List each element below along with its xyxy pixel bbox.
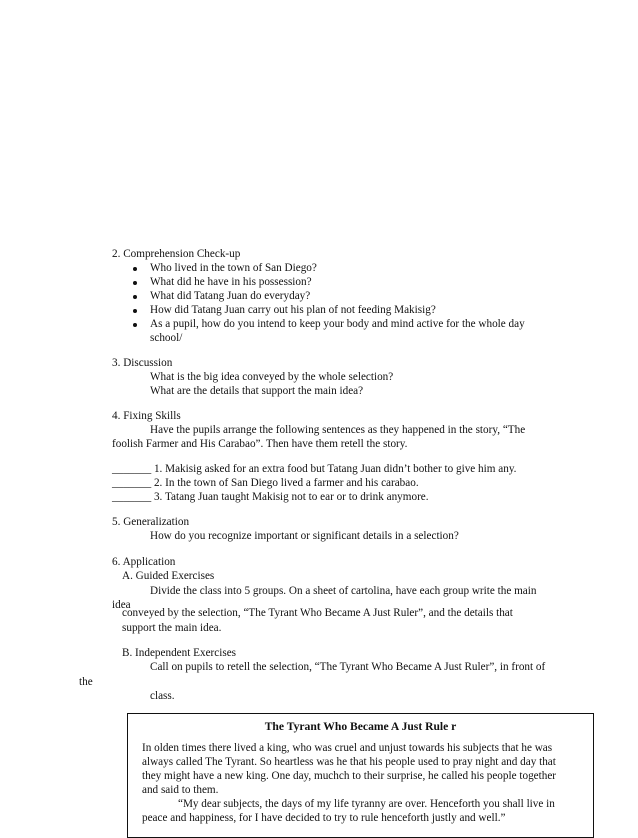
generalization-heading: 5. Generalization: [112, 516, 190, 528]
list-item: How did Tatang Juan carry out his plan of not feeding Makisig?: [150, 304, 436, 316]
story-title: The Tyrant Who Became A Just Rule r: [264, 720, 457, 733]
list-item: What did Tatang Juan do everyday?: [150, 290, 311, 302]
story-line: they might have a new king. One day, muchch to their surprise, he called his people together: [142, 770, 557, 782]
guided-exercises-line: Divide the class into 5 groups. On a sheet of cartolina, have each group write the main: [150, 585, 537, 597]
generalization-line: How do you recognize important or significant details in a selection?: [150, 530, 459, 542]
bullet-icon: [133, 295, 137, 299]
guided-exercises-line: idea: [112, 599, 131, 611]
comprehension-heading: 2. Comprehension Check-up: [112, 248, 241, 260]
bullet-icon: [133, 323, 137, 327]
independent-exercises-line: Call on pupils to retell the selection, “The Tyrant Who Became A Just Ruler”, in front of: [150, 661, 546, 673]
fixing-skills-heading: 4. Fixing Skills: [112, 410, 181, 422]
story-line: peace and happiness, for I have decided to try to rule henceforth justly and well.”: [142, 812, 506, 824]
independent-exercises-heading: B. Independent Exercises: [122, 647, 237, 659]
story-box: [127, 713, 594, 838]
list-item: Who lived in the town of San Diego?: [150, 262, 317, 274]
application-heading: 6. Application: [112, 556, 176, 568]
list-item-continuation: school/: [150, 332, 183, 344]
guided-exercises-line: conveyed by the selection, “The Tyrant Who Became A Just Ruler”, and the details that: [122, 607, 513, 619]
guided-exercises-line: support the main idea.: [122, 622, 222, 634]
discussion-line: What are the details that support the main idea?: [150, 385, 364, 397]
sequence-item: _______ 1. Makisig asked for an extra food but Tatang Juan didn’t bother to give him any.: [112, 463, 517, 475]
bullet-icon: [133, 267, 137, 271]
guided-exercises-heading: A. Guided Exercises: [122, 570, 215, 582]
story-line: and said to them.: [142, 784, 219, 796]
bullet-icon: [133, 309, 137, 313]
discussion-heading: 3. Discussion: [112, 357, 173, 369]
independent-exercises-line: the: [79, 676, 93, 688]
story-line: “My dear subjects, the days of my life tyranny are over. Henceforth you shall live in: [178, 798, 555, 810]
story-line: In olden times there lived a king, who was cruel and unjust towards his subjects that he was: [142, 742, 553, 754]
story-line: always called The Tyrant. So heartless was he that his people used to pray night and day that: [142, 756, 556, 768]
bullet-icon: [133, 281, 137, 285]
list-item: As a pupil, how do you intend to keep your body and mind active for the whole day: [150, 318, 525, 330]
sequence-item: _______ 2. In the town of San Diego lived a farmer and his carabao.: [112, 477, 419, 489]
fixing-skills-line: foolish Farmer and His Carabao”. Then have them retell the story.: [112, 438, 408, 450]
fixing-skills-line: Have the pupils arrange the following sentences as they happened in the story, “The: [150, 424, 526, 436]
discussion-line: What is the big idea conveyed by the whole selection?: [150, 371, 394, 383]
sequence-item: _______ 3. Tatang Juan taught Makisig not to ear or to drink anymore.: [112, 491, 429, 503]
independent-exercises-line: class.: [150, 690, 175, 702]
list-item: What did he have in his possession?: [150, 276, 312, 288]
